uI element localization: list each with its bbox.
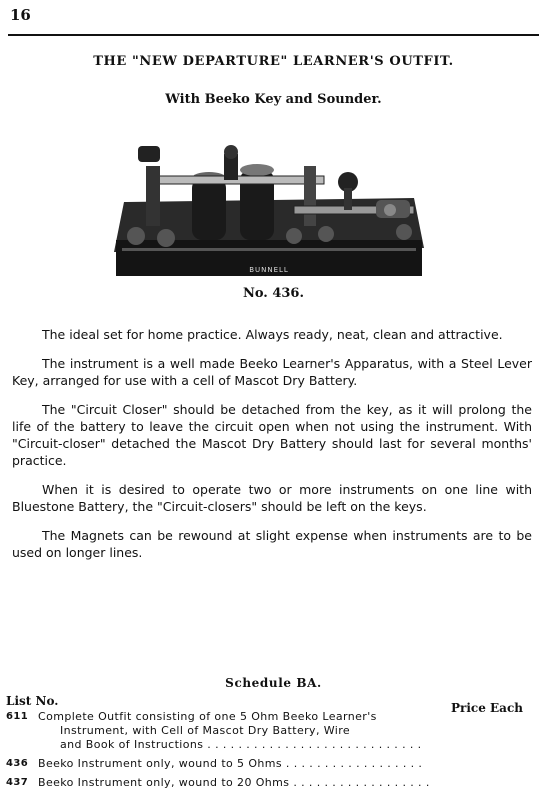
schedule-title: Schedule BA. [225, 676, 322, 690]
page-title: THE "NEW DEPARTURE" LEARNER'S OUTFIT. [93, 54, 454, 69]
sounder-yoke [304, 166, 316, 226]
figure-caption: No. 436. [242, 286, 305, 301]
coil-left [192, 178, 226, 240]
binding-post-3 [286, 228, 302, 244]
item-description: Beeko Instrument only, wound to 20 Ohms . . . . . . . . . . . . . . . . . . [38, 776, 430, 789]
schedule-row [6, 710, 520, 752]
binding-post-4 [318, 226, 334, 242]
description-line: and Book of Instructions [60, 738, 204, 751]
base-highlight [122, 248, 416, 251]
description-line: Instrument, with Cell of Mascot Dry Battery, Wire [60, 724, 351, 737]
description-line: Complete Outfit consisting of one 5 Ohm Beeko Learner's [38, 710, 377, 723]
paragraph: The ideal set for home practice. Always ready, neat, clean and attractive. [42, 327, 503, 342]
description-line-leader: and Book of Instructions . . . . . . . . . . . . . . . . . . . . . . . . . . . . [60, 738, 422, 751]
column-header-list-no: List No. [6, 694, 59, 708]
description-text [12, 326, 532, 573]
list-number: 611 [6, 711, 29, 722]
column-header-price: Price Each [451, 701, 523, 715]
list-number: 437 [6, 777, 29, 788]
item-description: Beeko Instrument only, wound to 5 Ohms . . . . . . . . . . . . . . . . . . [38, 757, 423, 770]
paragraph: When it is desired to operate two or more instruments on one line with Bluestone Battery, the "Circuit-closers" should be left on the keys. [12, 482, 532, 514]
binding-post-5 [396, 224, 412, 240]
description-line: Beeko Instrument only, wound to 5 Ohms [38, 757, 283, 770]
binding-post-2 [157, 229, 175, 247]
telegraph-outfit-photo [114, 140, 440, 285]
binding-post-1 [127, 227, 145, 245]
paragraph: The instrument is a well made Beeko Learner's Apparatus, with a Steel Lever Key, arranged for use with a cell of Mascot Dry Battery. [12, 356, 532, 388]
paragraph: The "Circuit Closer" should be detached from the key, as it will prolong the life of the battery to leave the circuit open when not using the instrument. With "Circuit-closer" detached the Mascot Dry Battery should last for several months' practice. [12, 402, 532, 468]
paragraph: The Magnets can be rewound at slight expense when instruments are to be used on longer lines. [12, 528, 532, 560]
page-number: 16 [10, 6, 31, 24]
schedule-row [6, 776, 520, 790]
sounder-frame [146, 166, 160, 226]
sounder-lever [154, 176, 324, 184]
item-description [38, 710, 520, 752]
header-rule [8, 34, 539, 36]
list-number: 436 [6, 758, 29, 769]
description-line: Beeko Instrument only, wound to 20 Ohms [38, 776, 290, 789]
maker-mark: BUNNELL [249, 266, 289, 274]
schedule-table [6, 710, 520, 795]
schedule-row [6, 757, 520, 771]
page-subtitle: With Beeko Key and Sounder. [165, 92, 382, 107]
